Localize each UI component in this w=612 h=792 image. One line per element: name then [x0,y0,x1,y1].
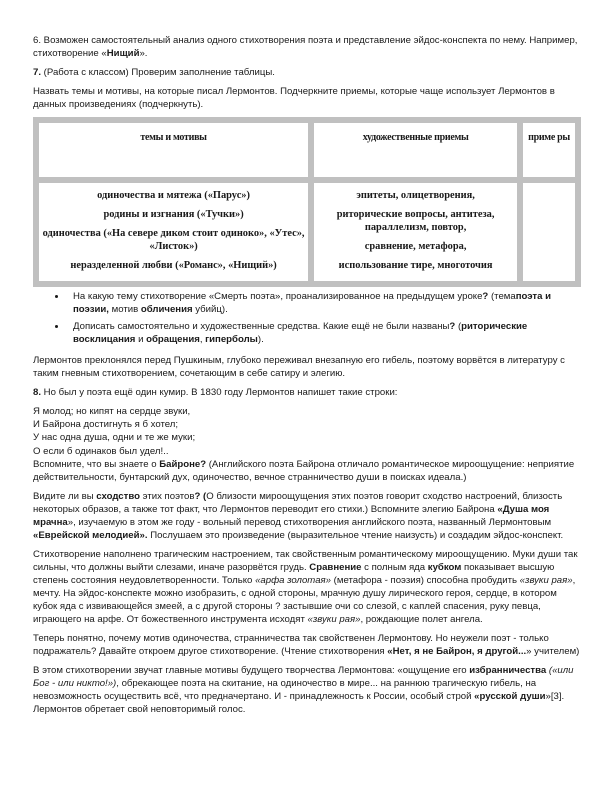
paragraph-8: 8. Но был у поэта ещё один кумир. В 1830 году Лермонтов напишет такие строки: [33,387,398,398]
paragraph-7: 7. (Работа с классом) Проверим заполнение таблицы. [33,67,275,78]
device-item: использование тире, многоточия [338,260,493,271]
devices-cell [311,180,520,284]
poem-line: Я молод; но кипят на сердце звуки, [33,406,191,417]
table-header-row [36,120,578,180]
document-page [33,34,581,722]
header-themes: темы и мотивы [36,120,311,180]
poem-line: И Байрона достигнуть я б хотел; [33,419,179,431]
theme-item: неразделенной любви («Романс», «Нищий») [70,260,277,271]
table-row [36,180,578,284]
theme-item: одиночества («На севере диком стоит одиноко», «Утес», «Листок») [42,228,305,252]
paragraph-byron-question: Вспомните, что вы знаете о Байроне? (Английского поэта Байрона отличало романтическое мироощущение: неприятие действительности, бунтарский дух, одиночество, вечное странничество души в поисках идеала.) [33,458,575,483]
theme-item: одиночества и мятежа («Парус») [97,190,250,201]
paragraph-tragic: Стихотворение наполнено трагическим настроением, так свойственным романтическому мироощущению. Муки души так сильны, что должны выйти слезами, иначе разорвётся грудь. Сравнение с полным яда кубком показывает высшую степень состояния неудовлетворенности. Только «арфа золотая» (метафора - поэзия) способна пробудить «звуки рая», мечту. На эйдос-конспекте можно изобразить, с одной стороны, мрачную душу лирического героя, сердце, в котором кубок яда с извивающейся змеей, а с другой стороны ? застывшие очи со слезой, с каплей спасения, руку певца, играющего на арфе. От божественного инструмента исходят «звуки рая», рождающие полет ангела. [33,548,578,625]
paragraph-final: В этом стихотворении звучат главные мотивы будущего творчества Лермонтова: «ощущение его избранничества («или Бог - или никто!»), обрекающее поэта на скитание, на одиночество в мире... на раннюю трагическую гибель, на невозможность осуществить всё, что предначертано. И - принадлежность к России, особый строй «русской души»[3]. Лермонтов обретает свой неповторимый голос. [33,664,574,715]
paragraph-now: Теперь понятно, почему мотив одиночества, странничества так свойственен Лермонтову. Но неужели поэт - только подражатель? Давайте откроем другое стихотворение. (Чтение стихотворения «Нет, я не Байрон, я другой...» учителем) [33,632,580,657]
themes-table [33,117,581,287]
poem-block [33,405,581,458]
device-item: риторические вопросы, антитеза, параллелизм, повтор, [336,209,495,233]
paragraph-6: 6. Возможен самостоятельный анализ одного стихотворения поэта и представление эйдос-конспекта по нему. Например, стихотворение «Нищий». [33,35,578,59]
task-text: Назвать темы и мотивы, на которые писал Лермонтов. Подчеркните приемы, которые чаще использует Лермонтов в данных произведениях (подчеркнуть). [33,86,555,110]
theme-item: родины и изгнания («Тучки») [103,209,244,220]
paragraph-similarity: Видите ли вы сходство этих поэтов? (О близости мироощущения этих поэтов говорит сходство настроений, близость некоторых образов, а также тот факт, что Лермонтов переводит его стихи.) Вспомните элегию Байрона «Душа моя мрачна», изучаемую в этом же году - вольный перевод стихотворения английского поэта, названный Лермонтовым «Еврейской мелодией». Послушаем это произведение (выразительное чтение наизусть) и создадим эйдос-конспект. [33,490,564,541]
poem-line: У нас одна душа, одни и те же муки; [33,432,196,444]
device-item: эпитеты, олицетворения, [356,190,475,201]
paragraph-pushkin: Лермонтов преклонялся перед Пушкиным, глубоко переживал внезапную его гибель, поэтому ворвётся в литературу с таким гневным стихотворением, сочетающим в себе сатиру и элегию. [33,355,565,379]
themes-cell [36,180,311,284]
question-list [33,290,581,346]
list-item: • Дописать самостоятельно и художественные средства. Какие ещё не были названы? (риторические восклицания и обращения, гиперболы). [67,320,581,346]
header-examples: приме ры [520,120,578,180]
list-item: • На какую тему стихотворение «Смерть поэта», проанализированное на предыдущем уроке? (темапоэта и поэзии, мотив обличения убийц). [67,290,581,316]
device-item: сравнение, метафора, [364,241,467,252]
poem-line: О если б одинаков был удел!.. [33,445,169,457]
header-devices: художественные приемы [311,120,520,180]
examples-cell [520,180,578,284]
